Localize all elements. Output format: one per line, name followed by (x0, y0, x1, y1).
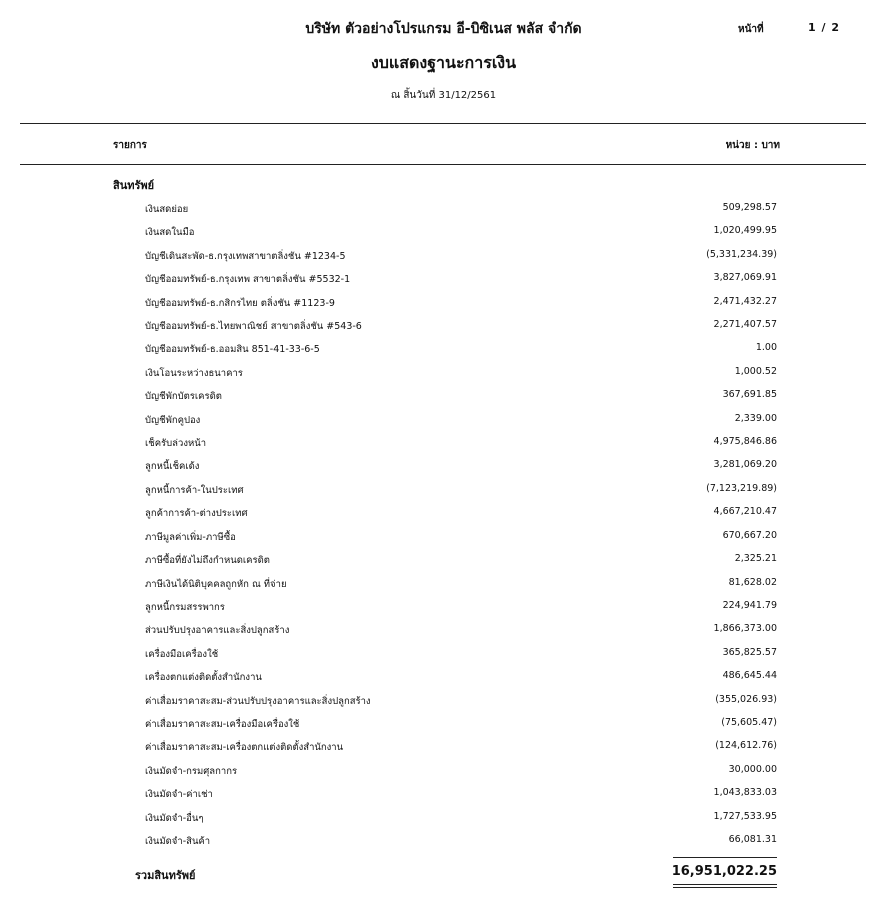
table-row (0, 711, 887, 734)
asset-rows (0, 196, 887, 851)
table-row (0, 571, 887, 594)
item-amount: 1,000.52 (734, 365, 777, 377)
item-amount: 670,667.20 (722, 529, 777, 541)
item-amount: 81,628.02 (728, 576, 777, 588)
item-amount: 367,691.85 (722, 389, 777, 401)
table-row (0, 594, 887, 617)
item-name: เงินมัดจำ-ค่าเช่า (145, 789, 213, 801)
item-amount: (5,331,234.39) (706, 248, 777, 260)
table-row (0, 524, 887, 547)
page-label: หน้าที่ (738, 24, 764, 35)
item-name: ลูกหนี้เช็คเด้ง (145, 461, 200, 473)
item-name: ลูกค้าการค้า-ต่างประเทศ (145, 508, 248, 520)
header-top-rule (20, 123, 866, 124)
item-amount: 3,827,069.91 (713, 272, 777, 284)
item-amount: 66,081.31 (728, 833, 777, 845)
table-row (0, 664, 887, 687)
table-row (0, 290, 887, 313)
table-row (0, 547, 887, 570)
column-header-unit: หน่วย : บาท (725, 140, 780, 151)
item-name: เงินโอนระหว่างธนาคาร (145, 367, 243, 379)
item-amount: 30,000.00 (728, 763, 777, 775)
item-name: ค่าเสื่อมราคาสะสม-เครื่องมือเครื่องใช้ (145, 718, 300, 730)
table-row (0, 617, 887, 640)
table-row (0, 360, 887, 383)
report-date: ณ สิ้นวันที่ 31/12/2561 (390, 90, 497, 101)
item-name: เครื่องมือเครื่องใช้ (145, 648, 219, 660)
item-amount: (355,026.93) (715, 693, 777, 705)
item-amount: 486,645.44 (722, 670, 777, 682)
section-title-assets: สินทรัพย์ (113, 179, 155, 192)
table-row (0, 383, 887, 406)
table-row (0, 828, 887, 851)
item-amount: 2,339.00 (734, 412, 777, 424)
item-amount: (124,612.76) (715, 740, 777, 752)
item-name: ภาษีเงินได้นิติบุคคลถูกหัก ณ ที่จ่าย (145, 578, 287, 590)
total-double-rule-1 (673, 884, 777, 885)
table-row (0, 430, 887, 453)
item-name: ลูกหนี้การค้า-ในประเทศ (145, 484, 244, 496)
item-name: บัญชีออมทรัพย์-ธ.ไทยพาณิชย์ สาขาตลิ่งชัน #543-6 (145, 321, 362, 333)
item-name: ภาษีมูลค่าเพิ่ม-ภาษีซื้อ (145, 531, 236, 543)
item-name: เงินมัดจำ-สินค้า (145, 835, 211, 847)
table-row (0, 407, 887, 430)
item-name: เงินมัดจำ-อื่นๆ (145, 812, 204, 824)
item-name: บัญชีออมทรัพย์-ธ.กสิกรไทย ตลิ่งชัน #1123-9 (145, 297, 335, 309)
table-row (0, 336, 887, 359)
item-name: เงินมัดจำ-กรมศุลกากร (145, 765, 238, 777)
item-amount: 4,667,210.47 (713, 506, 777, 518)
column-header-item: รายการ (113, 140, 147, 151)
table-row (0, 313, 887, 336)
item-name: เงินสดในมือ (145, 227, 195, 239)
item-name: ค่าเสื่อมราคาสะสม-ส่วนปรับปรุงอาคารและสิ่งปลูกสร้าง (145, 695, 371, 707)
item-amount: 2,471,432.27 (713, 295, 777, 307)
item-amount: 1,727,533.95 (713, 810, 777, 822)
table-row (0, 243, 887, 266)
table-row (0, 219, 887, 242)
item-amount: 365,825.57 (722, 646, 777, 658)
item-amount: (75,605.47) (721, 716, 777, 728)
item-name: บัญชีพักคูปอง (145, 414, 201, 426)
table-row (0, 688, 887, 711)
table-row (0, 805, 887, 828)
total-double-rule-2 (673, 887, 777, 888)
item-amount: (7,123,219.89) (706, 482, 777, 494)
table-row (0, 453, 887, 476)
total-top-rule (673, 857, 777, 858)
total-label: รวมสินทรัพย์ (135, 869, 196, 882)
item-amount: 2,325.21 (734, 553, 777, 565)
report-title: งบแสดงฐานะการเงิน (370, 53, 517, 72)
item-name: บัญชีพักบัตรเครดิต (145, 391, 222, 403)
item-name: บัญชีออมทรัพย์-ธ.กรุงเทพ สาขาตลิ่งชัน #5532-1 (145, 274, 351, 286)
item-name: เงินสดย่อย (145, 204, 189, 215)
item-amount: 224,941.79 (722, 599, 777, 611)
item-name: เช็ครับล่วงหน้า (145, 438, 207, 450)
item-amount: 509,298.57 (722, 202, 777, 213)
table-row (0, 758, 887, 781)
table-row (0, 196, 887, 219)
item-name: บัญชีเดินสะพัด-ธ.กรุงเทพสาขาตลิ่งชัน #1234-5 (145, 250, 346, 262)
table-row (0, 477, 887, 500)
table-row (0, 500, 887, 523)
item-name: ลูกหนี้กรมสรรพากร (145, 601, 225, 613)
table-row (0, 781, 887, 804)
total-amount: 16,951,022.25 (671, 864, 777, 879)
table-row (0, 734, 887, 757)
table-row (0, 641, 887, 664)
item-name: ค่าเสื่อมราคาสะสม-เครื่องตกแต่งติดตั้งสำนักงาน (145, 742, 344, 754)
item-name: บัญชีออมทรัพย์-ธ.ออมสิน 851-41-33-6-5 (145, 344, 320, 356)
item-amount: 2,271,407.57 (713, 319, 777, 331)
header-bottom-rule (20, 164, 866, 165)
page-number: 1 / 2 (808, 21, 840, 34)
item-amount: 1,020,499.95 (713, 225, 777, 237)
company-name: บริษัท ตัวอย่างโปรแกรม อี-บิซิเนส พลัส จำกัด (305, 21, 582, 37)
item-amount: 1,866,373.00 (713, 623, 777, 635)
item-amount: 1,043,833.03 (713, 787, 777, 799)
item-name: เครื่องตกแต่งติดตั้งสำนักงาน (145, 672, 262, 684)
item-amount: 1.00 (755, 342, 777, 354)
item-name: ภาษีซื้อที่ยังไม่ถึงกำหนดเครดิต (145, 555, 270, 567)
item-amount: 3,281,069.20 (713, 459, 777, 471)
table-row (0, 266, 887, 289)
item-name: ส่วนปรับปรุงอาคารและสิ่งปลูกสร้าง (145, 625, 290, 637)
item-amount: 4,975,846.86 (713, 436, 777, 448)
